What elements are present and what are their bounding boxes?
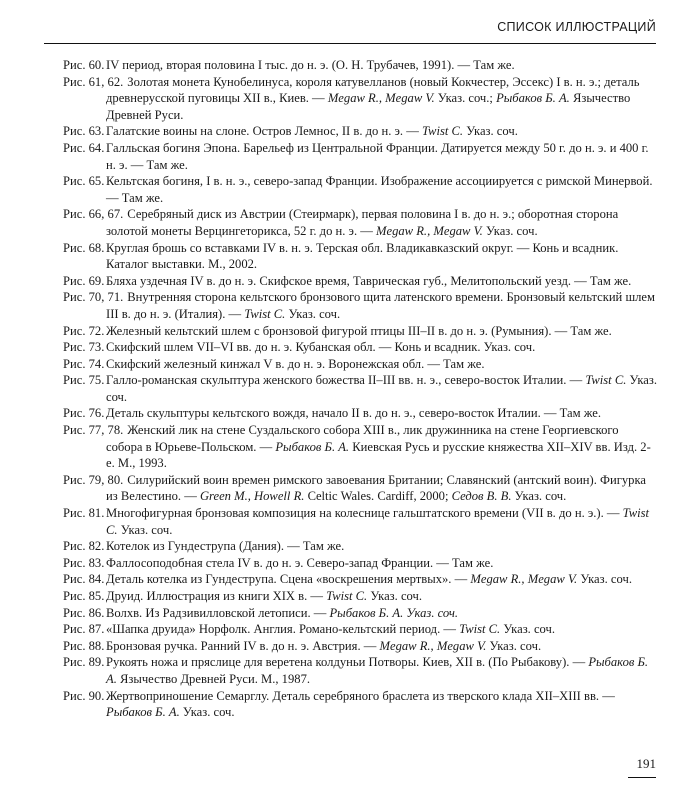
- entry-author-segment: Green M., Howell R.: [199, 489, 305, 504]
- entry-text-segment: «Шапка друида» Норфолк. Англия. Романо-кельтский период. —: [106, 622, 460, 637]
- entry-text: [106, 571, 657, 588]
- entry-text-segment: Золотая монета Кунобелинуса, короля катувелланов (новый Кокчестер, Эссекс) I в. н. э.; деталь древнерусской пуговицы XII в., Киев. —: [106, 74, 640, 106]
- entry-text: [106, 638, 657, 655]
- entry-number: Рис. 61, 62.: [63, 74, 124, 89]
- list-item: [63, 74, 657, 124]
- entry-text-segment: Фаллосоподобная стела IV в. до н. э. Северо-запад Франции. — Там же.: [106, 555, 494, 570]
- entry-text-segment: Друид. Иллюстрация из книги XIX в. —: [106, 589, 327, 603]
- list-item: [63, 356, 657, 373]
- list-item: [63, 372, 657, 405]
- entry-text-segment: Указ. соч.: [511, 489, 567, 504]
- entry-text: [106, 688, 657, 721]
- list-item: [63, 538, 657, 555]
- entry-text-segment: Указ. соч.: [117, 522, 173, 537]
- entry-author-segment: Рыбаков Б. А.: [275, 439, 350, 454]
- entry-text: [106, 339, 657, 356]
- entry-text-segment: Указ. соч.: [463, 124, 518, 139]
- entry-text-segment: Рукоять ножа и пряслице для веретена колдуньи Потворы. Киев, XII в. (По Рыбакову). —: [106, 655, 589, 670]
- entry-text-segment: Железный кельтский шлем с бронзовой фигурой птицы III–II в. до н. э. (Румыния). — Там же.: [106, 323, 612, 338]
- entry-text-segment: Указ. соч.: [486, 638, 542, 653]
- entry-text-segment: Серебряный диск из Австрии (Стеирмарк), первая половина I в. до н. э.; оборотная сторона золотой монеты Верцингеторикса, 52 г. до н. э. —: [106, 207, 619, 238]
- entry-text: [106, 423, 651, 470]
- entry-text-segment: Скифский шлем VII–VI вв. до н. э. Кубанская обл. — Конь и всадник. Указ. соч.: [106, 340, 536, 355]
- footer-rule: [628, 777, 656, 778]
- entry-text-segment: Круглая брошь со вставками IV в. н. э. Терская обл. Владикавказский округ. — Конь и всадник. Каталог выставки. М., 2002.: [106, 240, 619, 272]
- list-item: [63, 273, 657, 290]
- list-item: [63, 605, 657, 622]
- running-header: СПИСОК ИЛЛЮСТРАЦИЙ: [497, 20, 656, 34]
- entry-text: [106, 273, 657, 290]
- list-item: [63, 638, 657, 655]
- list-item: [63, 571, 657, 588]
- entry-text: [106, 207, 618, 238]
- entry-number: Рис. 70, 71.: [63, 290, 124, 305]
- entry-text-segment: Деталь скульптуры кельтского вождя, начало II в. до н. э., северо-восток Италии. — Там же.: [106, 406, 602, 421]
- entry-number: Рис. 63.: [63, 124, 105, 139]
- entry-text-segment: Многофигурная бронзовая композиция на колеснице гальштатского времени (VII в. до н. э.). —: [106, 506, 623, 521]
- entry-number: Рис. 86.: [63, 605, 105, 620]
- entry-number: Рис. 60.: [63, 58, 105, 72]
- entry-text-segment: Указ. соч.: [500, 622, 556, 637]
- entry-text-segment: Скифский железный кинжал V в. до н. э. Воронежская обл. — Там же.: [106, 356, 485, 371]
- entry-text: [106, 140, 657, 173]
- entry-text-segment: IV период, вторая половина I тыс. до н. э. (О. Н. Трубачев, 1991). — Там же.: [106, 58, 515, 72]
- entry-text-segment: Бляха уздечная IV в. до н. э. Скифское время, Таврическая губ., Мелитопольский уезд. — Там же.: [106, 273, 632, 288]
- list-item: [63, 140, 657, 173]
- entry-text: [106, 173, 657, 206]
- list-item: [63, 688, 657, 721]
- entry-author-segment: Twist C.: [326, 589, 368, 603]
- list-item: [63, 289, 657, 322]
- entry-number: Рис. 66, 67.: [63, 207, 124, 222]
- list-item: [63, 654, 657, 687]
- list-item: [63, 472, 657, 505]
- entry-text-segment: Кельтская богиня, I в. н. э., северо-запад Франции. Изображение ассоциируется с римской Минервой. — Там же.: [106, 174, 653, 205]
- entry-text-segment: Внутренняя сторона кельтского бронзового щита латенского времени. Бронзовый кельтский шлем III в. до н. э. (Италия). —: [106, 290, 655, 321]
- list-item: [63, 323, 657, 340]
- entry-text-segment: Указ. соч.;: [434, 91, 497, 106]
- entry-text-segment: Указ. соч.: [482, 223, 538, 238]
- entry-text-segment: Галльская богиня Эпона. Барельеф из Центральной Франции. Датируется между 50 г. до н. э. и 400 г. н. э. — Там же.: [106, 140, 649, 172]
- entry-text-segment: Указ. соч.: [179, 705, 235, 720]
- entry-author-segment: Megaw R., Megaw V.: [379, 638, 487, 653]
- entry-author-segment: Twist C.: [244, 306, 286, 321]
- entry-author-segment: Рыбаков Б. А.: [496, 91, 570, 106]
- list-item: [63, 206, 657, 239]
- entry-author-segment: Рыбаков Б. А.: [106, 655, 649, 686]
- entry-text: [106, 75, 640, 122]
- page-number: 191: [636, 756, 656, 771]
- entry-number: Рис. 72.: [63, 323, 105, 338]
- entry-number: Рис. 76.: [63, 406, 105, 421]
- entry-number: Рис. 73.: [63, 340, 105, 355]
- list-item: [63, 240, 657, 273]
- entry-number: Рис. 77, 78.: [63, 423, 124, 438]
- entry-text: [106, 621, 657, 638]
- entry-text-segment: Язычество Древней Руси. М., 1987.: [116, 671, 311, 686]
- entry-text-segment: Волхв. Из Радзивилловской летописи. —: [106, 605, 330, 620]
- entry-text: [106, 57, 657, 74]
- list-item: [63, 588, 657, 605]
- entry-number: Рис. 75.: [63, 373, 105, 388]
- entry-text-segment: Деталь котелка из Гундеструпа. Сцена «воскрешения мертвых». —: [106, 572, 471, 587]
- illustration-list: [63, 57, 657, 721]
- entry-author-segment: Megaw R., Megaw V.: [376, 223, 483, 238]
- entry-text-segment: Силурийский воин времен римского завоевания Британии; Славянский (антский воин). Фигурка из Велестино. —: [106, 472, 647, 504]
- entry-text-segment: Женский лик на стене Суздальского собора XIII в., лик дружинника на стене Георгиевского собора в Юрьеве-Польском. —: [106, 423, 619, 454]
- entry-number: Рис. 87.: [63, 622, 105, 637]
- entry-text: [106, 405, 657, 422]
- entry-text-segment: Указ. соч.: [106, 373, 657, 404]
- entry-text-segment: Celtic Wales. Cardiff, 2000;: [304, 489, 452, 504]
- list-item: [63, 123, 657, 140]
- entry-author-segment: Megaw R., Megaw V.: [470, 572, 578, 587]
- entry-number: Рис. 82.: [63, 539, 105, 554]
- entry-number: Рис. 90.: [63, 688, 105, 703]
- entry-number: Рис. 83.: [63, 555, 105, 570]
- list-item: [63, 422, 657, 472]
- entry-text-segment: Язычество Древней Руси.: [106, 91, 631, 122]
- list-item: [63, 339, 657, 356]
- entry-text-segment: Галатские воины на слоне. Остров Лемнос, II в. до н. э. —: [106, 124, 422, 139]
- entry-number: Рис. 81.: [63, 506, 105, 521]
- list-item: [63, 173, 657, 206]
- entry-author-segment: Twist C.: [585, 373, 627, 388]
- entry-text: [106, 473, 646, 504]
- entry-text: [106, 654, 657, 687]
- entry-number: Рис. 79, 80.: [63, 472, 124, 487]
- entry-text-segment: Жертвоприношение Семарглу. Деталь серебряного браслета из тверского клада XII–XIII вв. —: [106, 688, 615, 703]
- entry-text-segment: Указ. соч.: [577, 572, 632, 587]
- entry-number: Рис. 84.: [63, 572, 105, 587]
- entry-text: [106, 372, 657, 405]
- entry-number: Рис. 64.: [63, 140, 105, 155]
- entry-number: Рис. 74.: [63, 356, 105, 371]
- entry-number: Рис. 68.: [63, 240, 105, 255]
- entry-author-segment: Рыбаков Б. А.: [106, 705, 180, 720]
- entry-text-segment: Котелок из Гундеструпа (Дания). — Там же.: [106, 539, 345, 554]
- entry-text: [106, 538, 657, 555]
- entry-author-segment: Twist C.: [106, 506, 650, 537]
- entry-author-segment: Рыбаков Б. А. Указ. соч.: [329, 605, 459, 620]
- entry-text-segment: Киевская Русь и русские княжества XII–XIV вв. Изд. 2-е. М., 1993.: [106, 439, 651, 471]
- entry-text: [106, 240, 657, 273]
- entry-number: Рис. 89.: [63, 655, 105, 670]
- entry-author-segment: Седов В. В.: [451, 489, 512, 504]
- list-item: [63, 57, 657, 74]
- entry-text: [106, 605, 657, 622]
- entry-number: Рис. 65.: [63, 174, 105, 189]
- entry-text: [106, 555, 657, 572]
- entry-number: Рис. 85.: [63, 589, 105, 603]
- entry-number: Рис. 69.: [63, 273, 105, 288]
- entry-text: [106, 323, 657, 340]
- entry-text: [106, 356, 657, 373]
- entry-text: [106, 123, 657, 140]
- entry-text-segment: Галло-романская скульптура женского божества II–III вв. н. э., северо-восток Италии. —: [106, 373, 586, 388]
- entry-text-segment: Указ. соч.: [367, 589, 422, 603]
- list-item: [63, 555, 657, 572]
- header-rule: [44, 43, 656, 44]
- entry-text: [106, 505, 657, 538]
- entry-author-segment: Twist C.: [421, 124, 464, 139]
- entry-number: Рис. 88.: [63, 638, 105, 653]
- entry-author-segment: Megaw R., Megaw V.: [327, 91, 435, 106]
- entry-text-segment: Бронзовая ручка. Ранний IV в. до н. э. Австрия. —: [106, 638, 380, 653]
- list-item: [63, 505, 657, 538]
- entry-author-segment: Twist C.: [459, 622, 501, 637]
- list-item: [63, 621, 657, 638]
- entry-text-segment: Указ. соч.: [285, 306, 341, 321]
- entry-text: [106, 588, 657, 605]
- entry-text: [106, 290, 655, 321]
- list-item: [63, 405, 657, 422]
